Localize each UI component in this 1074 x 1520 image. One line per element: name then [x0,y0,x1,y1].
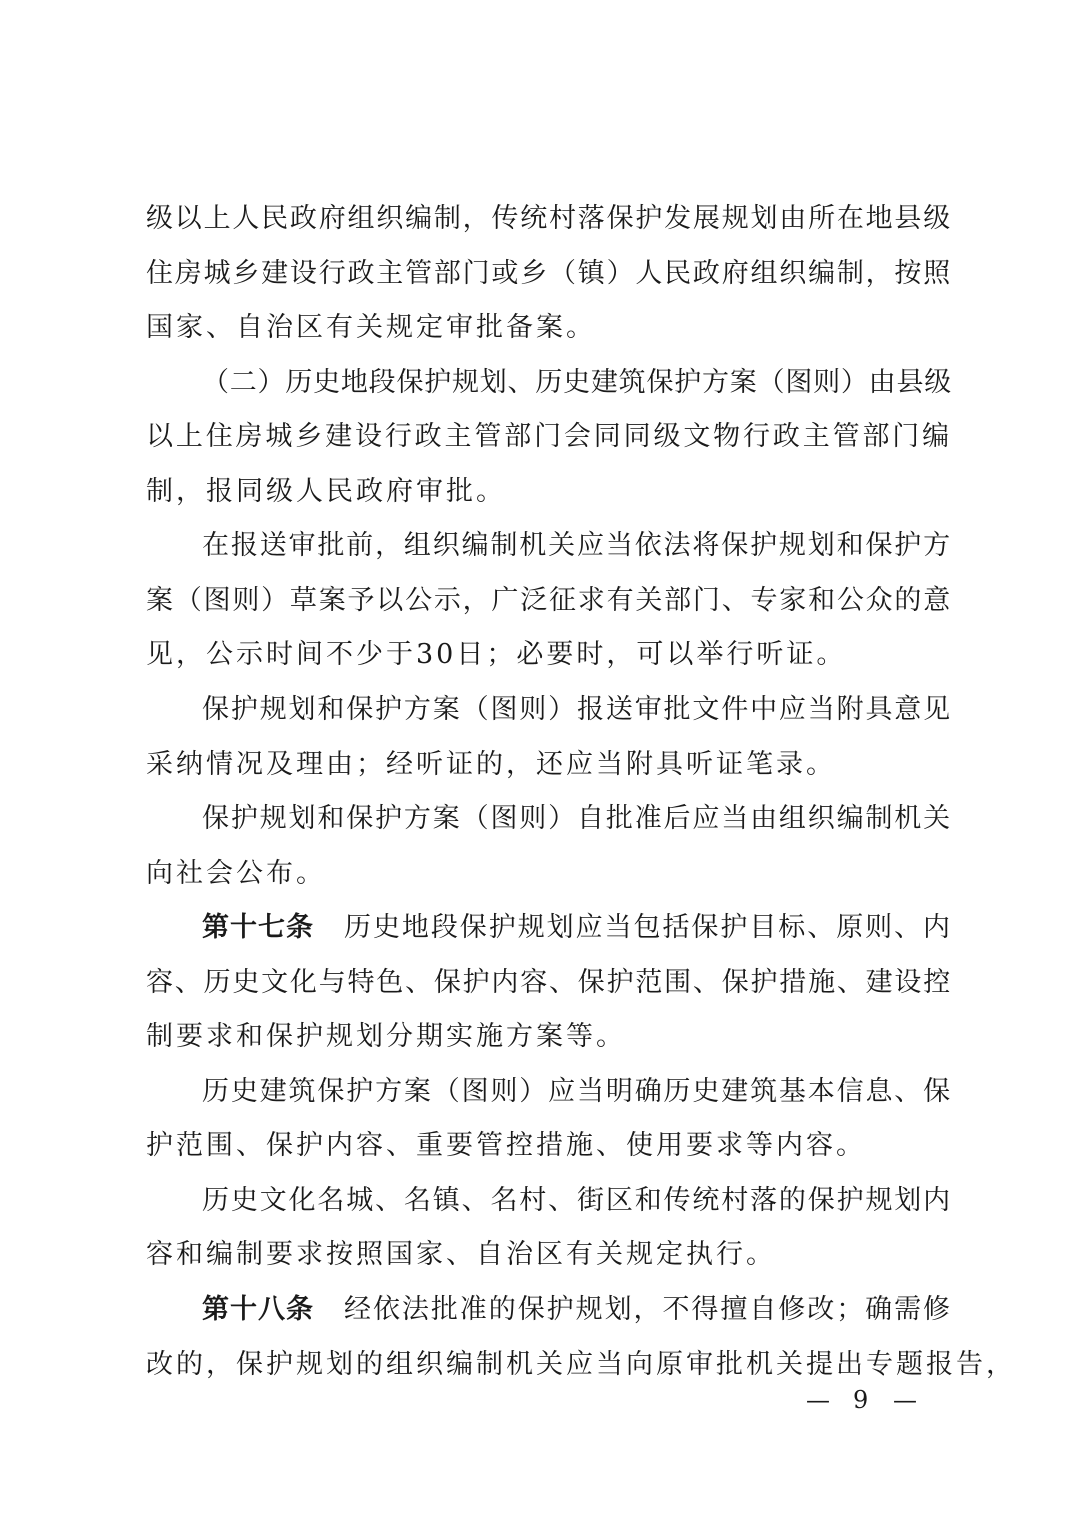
line-text: 住房城乡建设行政主管部门或乡（镇）人民政府组织编制，按照 [146,258,952,289]
line-text: 护范围、保护内容、重要管控措施、使用要求等内容。 [146,1130,866,1161]
text-line [0,799,1074,839]
text-line [0,199,1074,239]
line-text: 容和编制要求按照国家、自治区有关规定执行。 [146,1239,776,1270]
page-number-dash-left: — [806,1386,830,1414]
text-line [0,1181,1074,1221]
text-line [0,472,1074,512]
line-text: （二）历史地段保护规划、历史建筑保护方案（图则）由县级 [202,367,952,398]
line-text: 经依法批准的保护规划，不得擅自修改；确需修 [344,1294,952,1325]
text-line [0,581,1074,621]
article-heading: 第十八条 [202,1294,314,1325]
page-number-value: 9 [853,1386,869,1414]
article-heading: 第十七条 [202,912,314,943]
line-text: 制要求和保护规划分期实施方案等。 [146,1021,626,1052]
line-text: 制，报同级人民政府审批。 [146,476,506,507]
text-line [0,1072,1074,1112]
line-text: 向社会公布。 [146,858,326,889]
text-line [0,854,1074,894]
line-text: 见，公示时间不少于30日；必要时，可以举行听证。 [146,639,847,670]
line-text: 采纳情况及理由；经听证的，还应当附具听证笔录。 [146,749,836,780]
page-number-dash-right: — [893,1386,917,1414]
text-line [0,417,1074,457]
text-line [0,1017,1074,1057]
text-line [0,963,1074,1003]
line-text: 容、历史文化与特色、保护内容、保护范围、保护措施、建设控 [146,967,952,998]
line-text: 保护规划和保护方案（图则）自批准后应当由组织编制机关 [202,803,952,834]
line-text: 历史地段保护规划应当包括保护目标、原则、内 [344,912,952,943]
text-line [0,745,1074,785]
text-line [0,254,1074,294]
page-number [0,1380,1074,1420]
line-text: 历史文化名城、名镇、名村、街区和传统村落的保护规划内 [202,1185,952,1216]
text-line [0,690,1074,730]
text-line [0,635,1074,675]
text-line [0,1126,1074,1166]
line-text: 以上住房城乡建设行政主管部门会同同级文物行政主管部门编 [146,421,952,452]
text-line [0,1235,1074,1275]
line-text: 案（图则）草案予以公示，广泛征求有关部门、专家和公众的意 [146,585,952,616]
line-text: 保护规划和保护方案（图则）报送审批文件中应当附具意见 [202,694,952,725]
text-line [0,526,1074,566]
text-line [0,1290,1074,1330]
text-line [0,1345,1074,1385]
line-text: 国家、自治区有关规定审批备案。 [146,312,596,343]
line-text: 改的，保护规划的组织编制机关应当向原审批机关提出专题报告， [146,1349,1016,1380]
text-line [0,363,1074,403]
text-line [0,908,1074,948]
text-line [0,308,1074,348]
line-text: 在报送审批前，组织编制机关应当依法将保护规划和保护方 [202,530,952,561]
line-text: 级以上人民政府组织编制，传统村落保护发展规划由所在地县级 [146,203,952,234]
line-text: 历史建筑保护方案（图则）应当明确历史建筑基本信息、保 [202,1076,952,1107]
